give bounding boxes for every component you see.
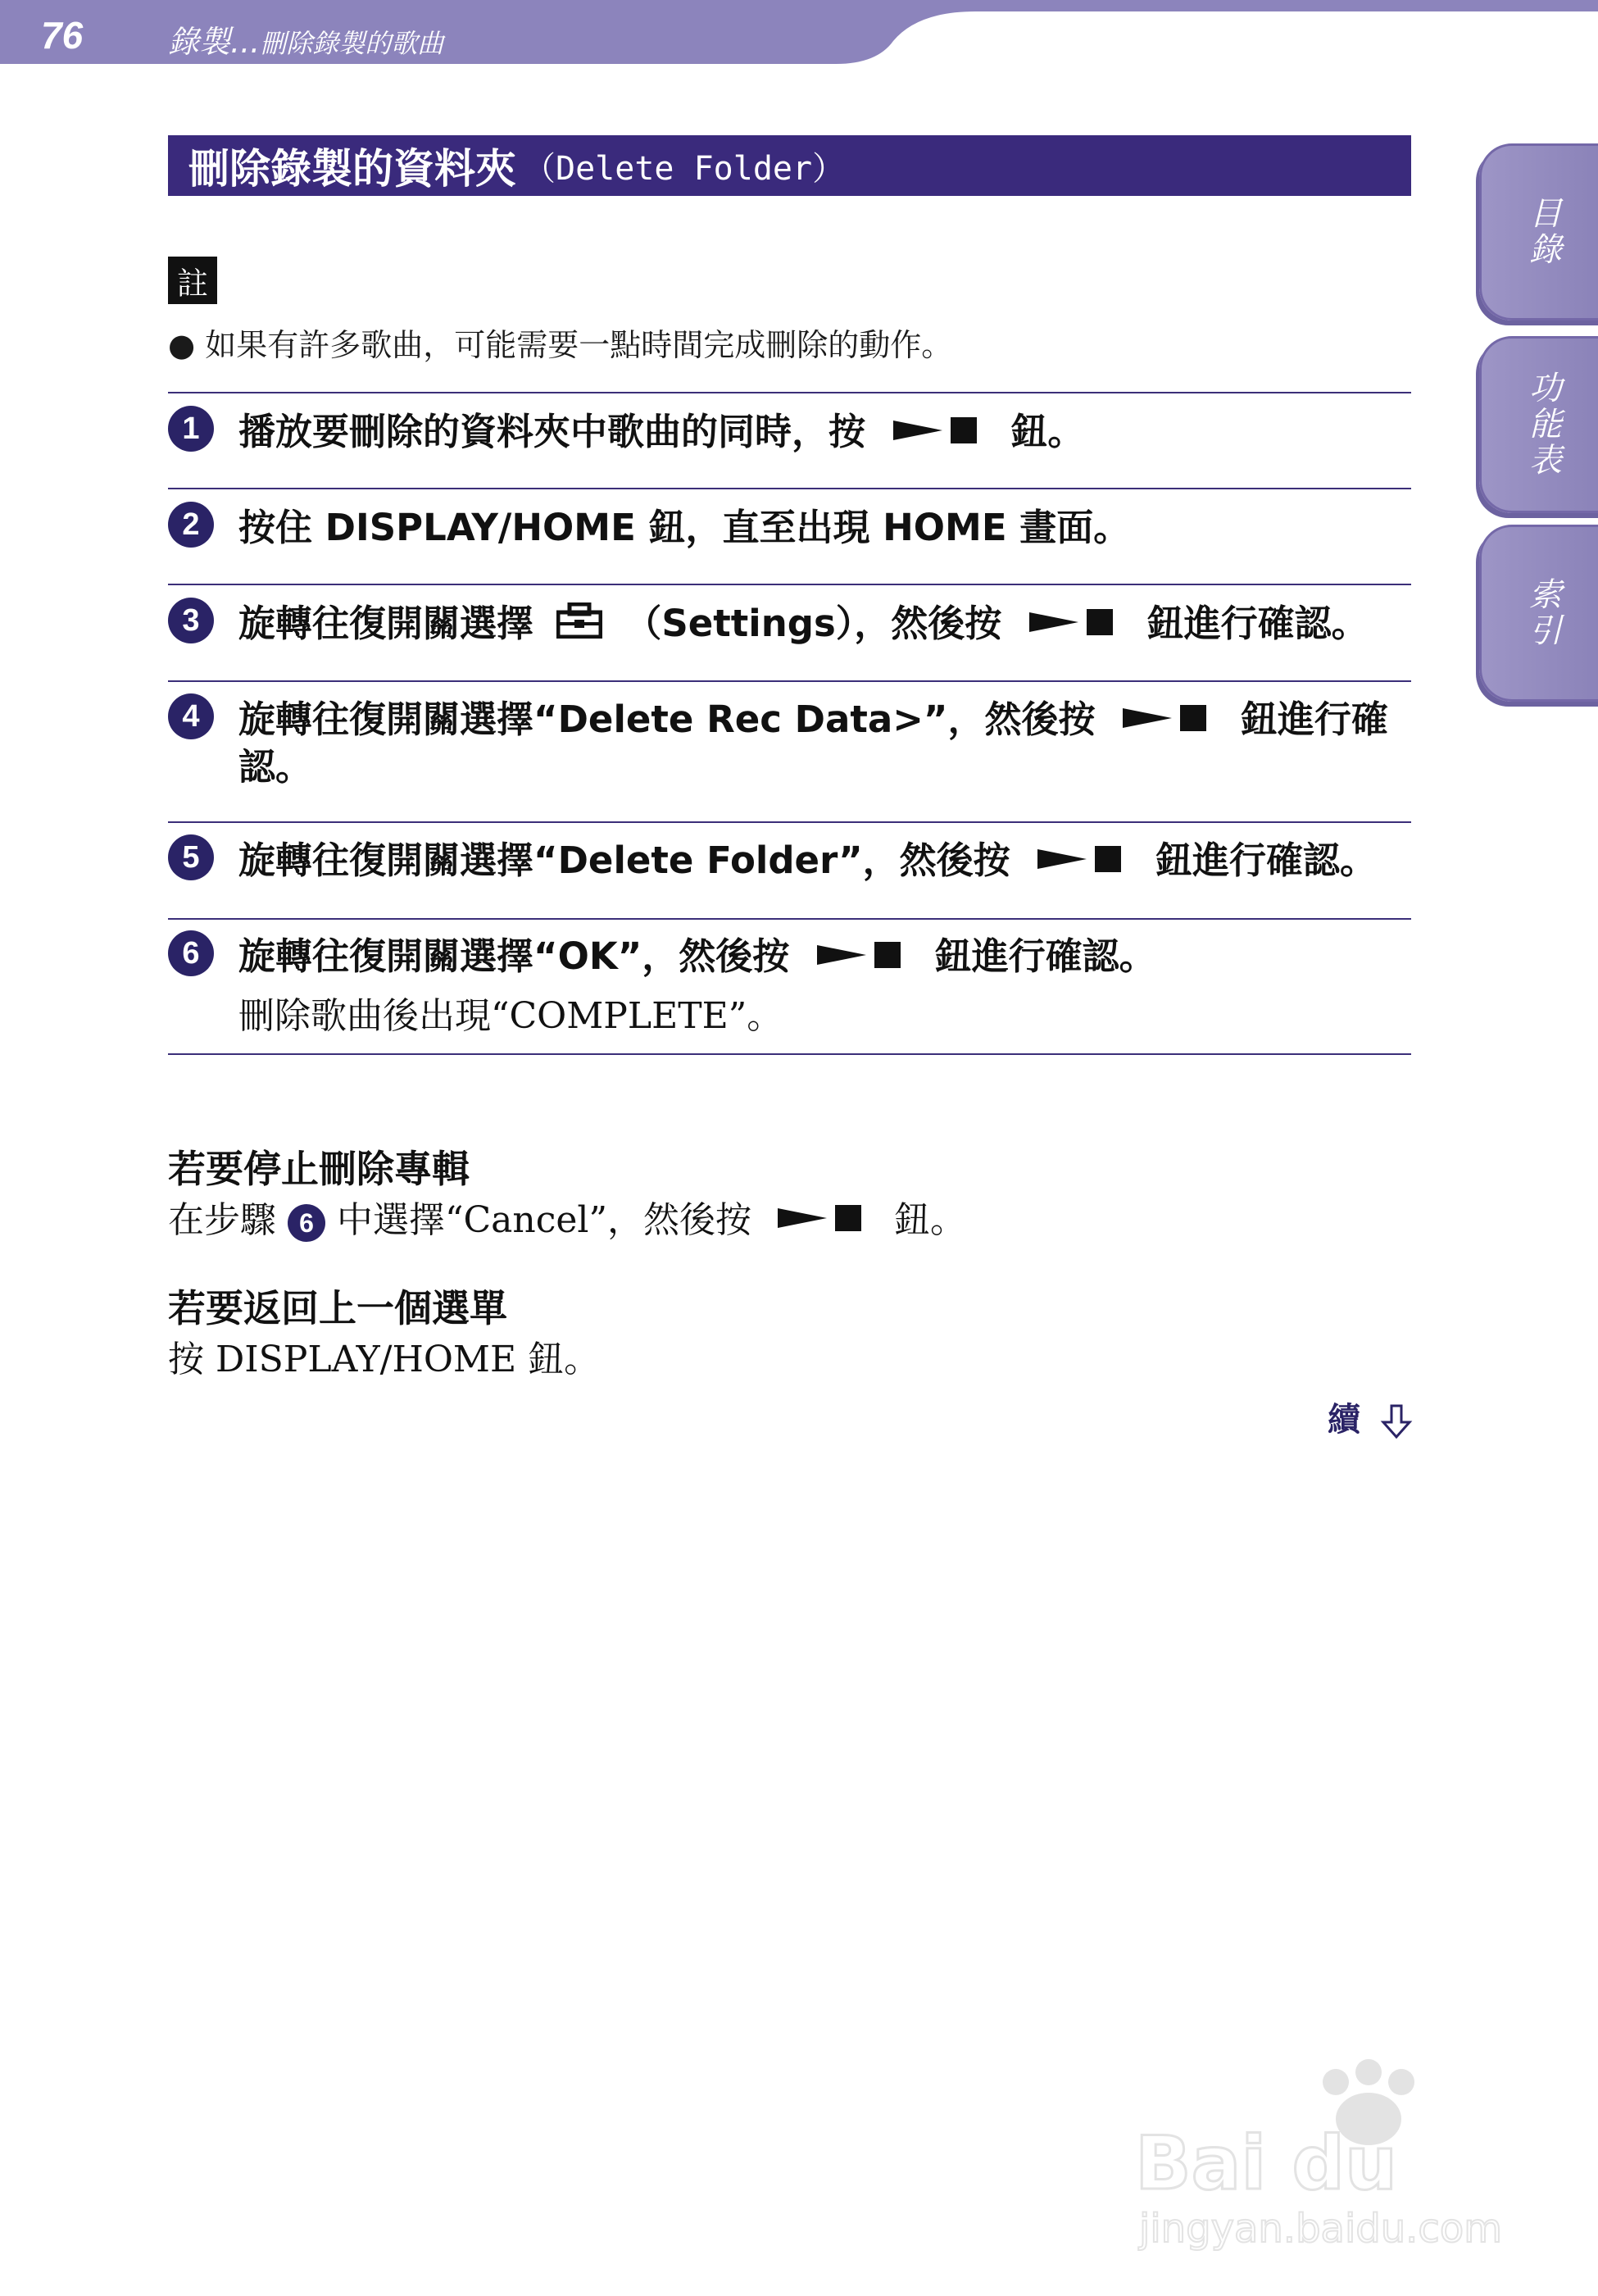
step-number: 2 (168, 502, 214, 548)
play-stop-icon (1123, 698, 1213, 747)
settings-icon (556, 602, 602, 651)
step-text: 鈕進行確認。 (1155, 839, 1378, 882)
play-stop-icon (1029, 602, 1119, 651)
step-ref: 6 (288, 1204, 325, 1242)
back-body: 按 DISPLAY/HOME 鈕。 (168, 1339, 601, 1380)
step-text: 播放要刪除的資料夾中歌曲的同時，按 (238, 410, 866, 453)
play-stop-icon (817, 934, 907, 984)
tab-menu[interactable] (1479, 336, 1598, 513)
tab-contents-label: 目錄 (1523, 196, 1562, 268)
stop-body (168, 1190, 966, 1243)
step-text: （Settings），然後按 (624, 602, 1002, 645)
step-text: 鈕進行確認。 (1146, 602, 1369, 645)
section-title-en: （Delete Folder） (523, 149, 846, 188)
step-number: 6 (168, 930, 214, 976)
watermark-logo (1131, 2049, 1524, 2257)
step-number: 4 (168, 693, 214, 739)
step-text: 認。 (238, 745, 313, 789)
play-stop-icon (1037, 839, 1128, 888)
continue-label: 續 (1328, 1401, 1360, 1439)
step-number: 3 (168, 598, 214, 643)
play-stop-icon (778, 1202, 868, 1243)
divider (168, 488, 1411, 489)
note-label: 註 (168, 257, 217, 304)
back-heading: 若要返回上一個選單 (168, 1286, 507, 1330)
section-title-zh: 刪除錄製的資料夾 (188, 145, 516, 193)
svg-text:Bai du: Bai du (1135, 2121, 1398, 2207)
step-text: 旋轉往復開關選擇“Delete Rec Data>”，然後按 (238, 698, 1096, 741)
tab-menu-label: 功能表 (1523, 371, 1562, 479)
page-header (0, 0, 1598, 66)
step-text: 旋轉往復開關選擇“Delete Folder”，然後按 (238, 839, 1010, 882)
tab-contents[interactable] (1479, 143, 1598, 321)
continue-link[interactable] (1328, 1394, 1413, 1440)
divider (168, 1053, 1411, 1055)
tab-index[interactable] (1479, 525, 1598, 702)
step-text: 旋轉往復開關選擇“OK”，然後按 (238, 934, 790, 978)
step-text: 按住 DISPLAY/HOME 鈕，直至出現 HOME 畫面。 (238, 506, 1131, 549)
step-number: 5 (168, 834, 214, 880)
stop-text: 在步驟 (168, 1199, 276, 1241)
arrow-down-icon (1380, 1403, 1413, 1440)
breadcrumb-main: 錄製... (168, 24, 261, 60)
play-stop-icon (893, 410, 983, 459)
divider (168, 392, 1411, 393)
step-number: 1 (168, 406, 214, 452)
section-title (168, 135, 1411, 196)
note-text: ● 如果有許多歌曲，可能需要一點時間完成刪除的動作。 (168, 327, 953, 363)
step-text: 旋轉往復開關選擇 (238, 602, 534, 645)
divider (168, 584, 1411, 585)
step-text: 鈕進行確 (1240, 698, 1388, 741)
svg-text:jingyan.baidu.com: jingyan.baidu.com (1139, 2206, 1502, 2252)
stop-text: 中選擇“Cancel”，然後按 (337, 1199, 751, 1241)
divider (168, 680, 1411, 682)
breadcrumb-sub: 刪除錄製的歌曲 (260, 28, 444, 59)
breadcrumb (168, 16, 443, 61)
divider (168, 918, 1411, 920)
stop-heading: 若要停止刪除專輯 (168, 1147, 470, 1191)
page-number: 76 (41, 14, 84, 57)
divider (168, 821, 1411, 823)
tab-index-label: 索引 (1523, 577, 1562, 649)
step-text: 鈕。 (1010, 410, 1085, 453)
stop-text: 鈕。 (893, 1199, 966, 1241)
step-text: 鈕進行確認。 (934, 934, 1156, 978)
step-subtext: 刪除歌曲後出現“COMPLETE”。 (238, 995, 783, 1037)
